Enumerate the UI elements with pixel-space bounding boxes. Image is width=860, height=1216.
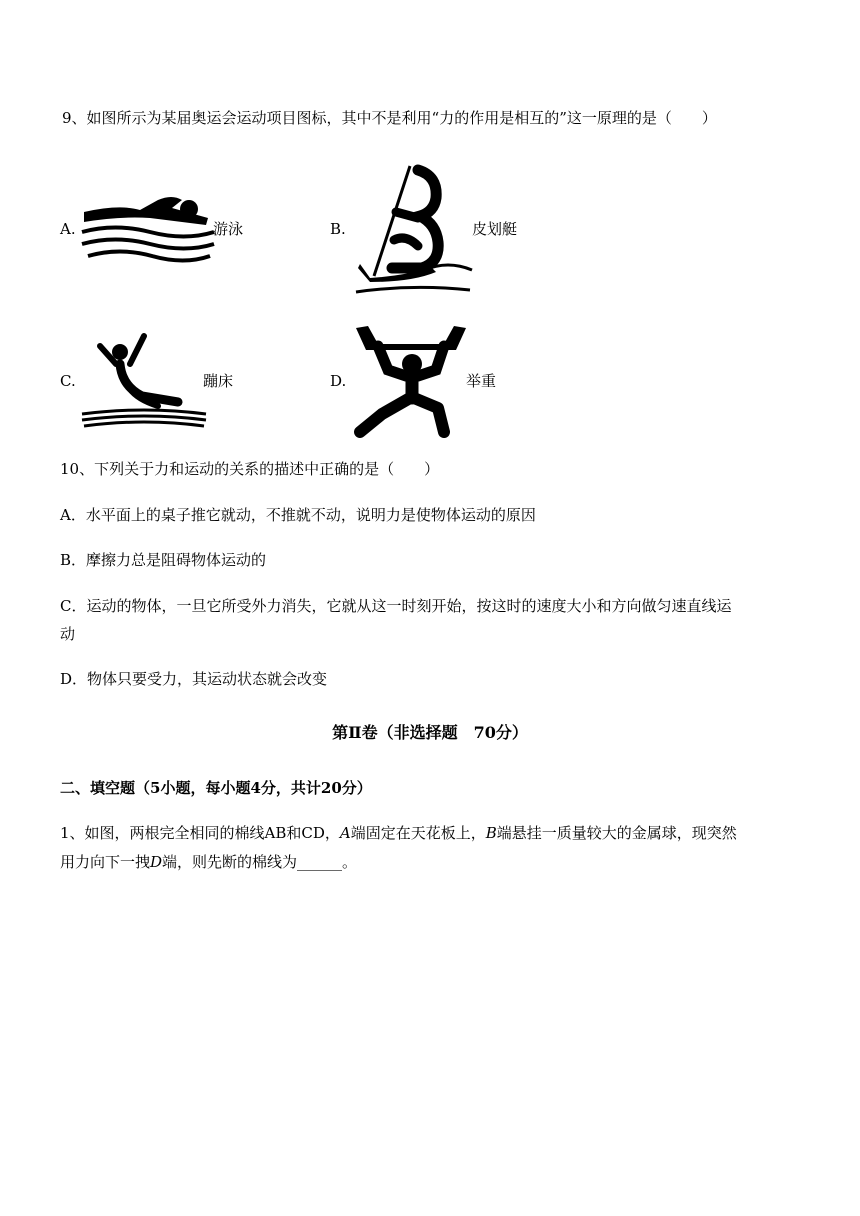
part-2-title: 第Ⅱ卷（非选择题 70分） [332,723,528,742]
section-2-heading: 二、填空题（5小题，每小题4分，共计20分） [60,779,372,797]
option-b-letter: B. [330,220,346,238]
option-d-letter: D. [330,372,347,390]
point-b: B [485,824,497,842]
question-10-option-d: D．物体只要受力，其运动状态就会改变 [60,670,328,688]
option-b-label: 皮划艇 [472,220,518,238]
point-a: A [339,824,351,842]
option-c-letter: C. [60,372,76,390]
canoe-icon [352,158,474,298]
option-d-label: 举重 [466,372,497,390]
text-run: 1、如图，两根完全相同的棉线AB和CD， [60,824,340,842]
text-run: 端，则先断的棉线为______。 [162,853,358,871]
text-run: 端悬挂一质量较大的金属球，现突然 [496,824,737,842]
question-10-option-c-cont: 动 [60,625,76,643]
question-10-option-c: C．运动的物体，一旦它所受外力消失，它就从这一时刻开始，按这时的速度大小和方向做匀速直线运 [60,597,732,615]
option-a-letter: A. [60,220,76,238]
point-d: D [150,853,163,871]
trampoline-icon [80,330,208,430]
question-10-option-a: A．水平面上的桌子推它就动，不推就不动，说明力是使物体运动的原因 [60,506,536,524]
question-10-option-b: B．摩擦力总是阻碍物体运动的 [60,551,267,569]
weightlifting-icon [352,322,470,438]
swimming-icon [80,190,215,265]
fill-question-1-line-1 [60,823,737,843]
text-run: 用力向下一拽 [60,853,151,871]
fill-question-1-line-2 [60,852,357,872]
question-9-stem: 9、如图所示为某届奥运会运动项目图标，其中不是利用“力的作用是相互的”这一原理的是（ ） [62,109,717,127]
option-c-label: 蹦床 [203,372,234,390]
text-run: 端固定在天花板上， [350,824,486,842]
option-a-label: 游泳 [213,220,244,238]
question-10-stem: 10、下列关于力和运动的关系的描述中正确的是（ ） [60,460,440,478]
